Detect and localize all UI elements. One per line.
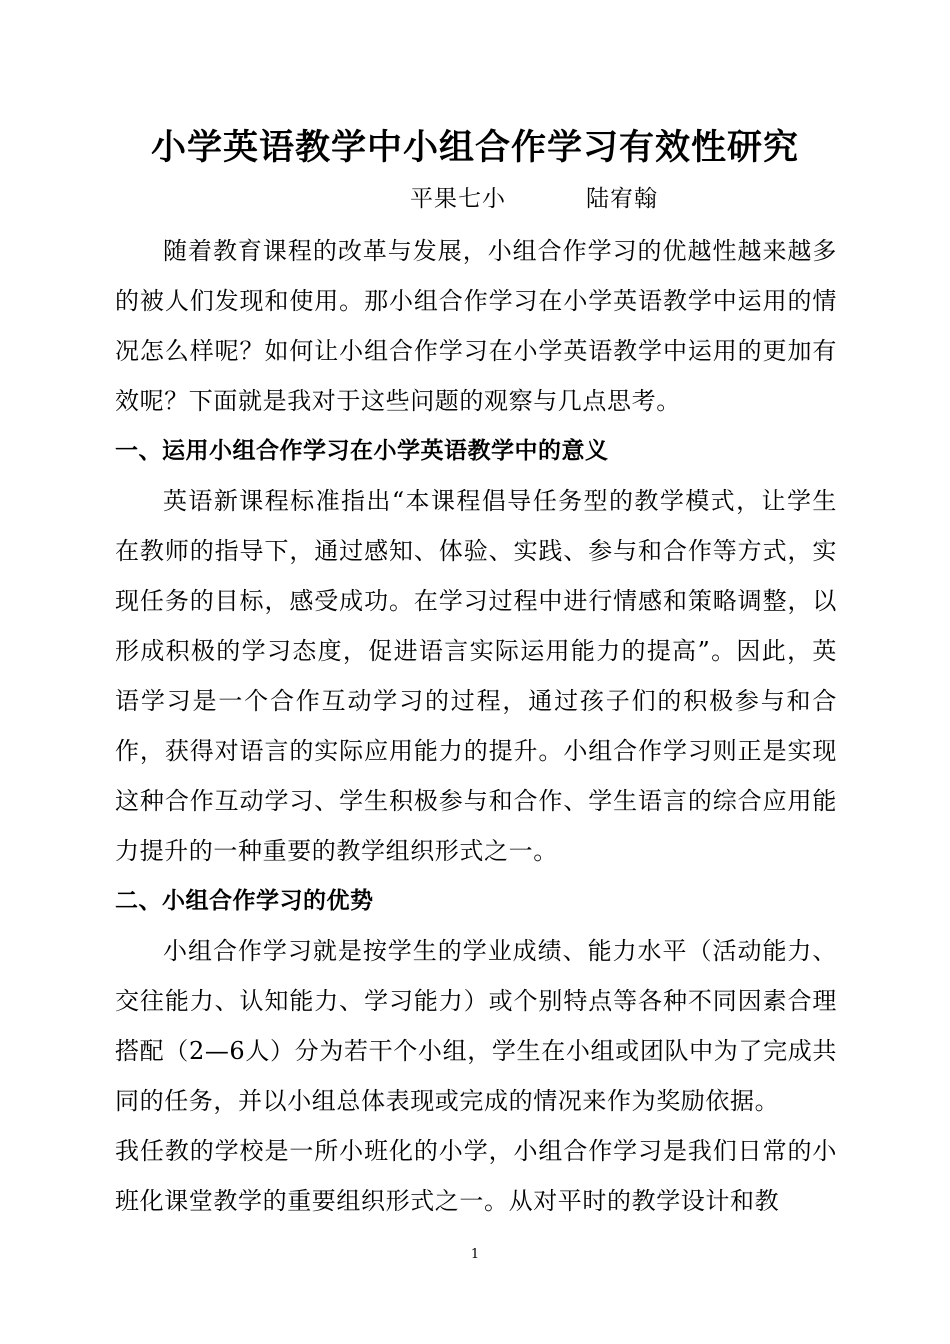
document-title: 小学英语教学中小组合作学习有效性研究 — [150, 127, 799, 168]
section-2-paragraph-2: 我任教的学校是一所小班化的小学，小组合作学习是我们日常的小班化课堂教学的重要组织形式之一。从对平时的教学设计和教 — [115, 1137, 837, 1215]
author-school: 平果七小 — [410, 186, 506, 212]
section-1-paragraph-1: 英语新课程标准指出“本课程倡导任务型的教学模式，让学生在教师的指导下，通过感知、体验、实践、参与和合作等方式，实现任务的目标，感受成功。在学习过程中进行情感和策略调整，以形成积极的学习态度，促进语言实际运用能力的提高”。因此，英语学习是一个合作互动学习的过程，通过孩子们的积极参与和合作，获得对语言的实际应用能力的提升。小组合作学习则正是实现这种合作互动学习、学生积极参与和合作、学生语言的综合应用能力提升的一种重要的教学组织形式之一。 — [115, 487, 837, 865]
author-name: 陆宥翰 — [586, 186, 658, 212]
section-1-heading: 一、运用小组合作学习在小学英语教学中的意义 — [115, 438, 609, 464]
document-body — [115, 226, 837, 1226]
intro-paragraph: 随着教育课程的改革与发展，小组合作学习的优越性越来越多的被人们发现和使用。那小组合作学习在小学英语教学中运用的情况怎么样呢？如何让小组合作学习在小学英语教学中运用的更加有效呢？下面就是我对于这些问题的观察与几点思考。 — [115, 237, 837, 415]
section-2-heading: 二、小组合作学习的优势 — [115, 888, 374, 914]
page-number: 1 — [470, 1247, 480, 1262]
section-2-paragraph-1: 小组合作学习就是按学生的学业成绩、能力水平（活动能力、交往能力、认知能力、学习能力）或个别特点等各种不同因素合理搭配（2—6人）分为若干个小组，学生在小组或团队中为了完成共同的任务，并以小组总体表现或完成的情况来作为奖励依据。 — [115, 937, 837, 1115]
